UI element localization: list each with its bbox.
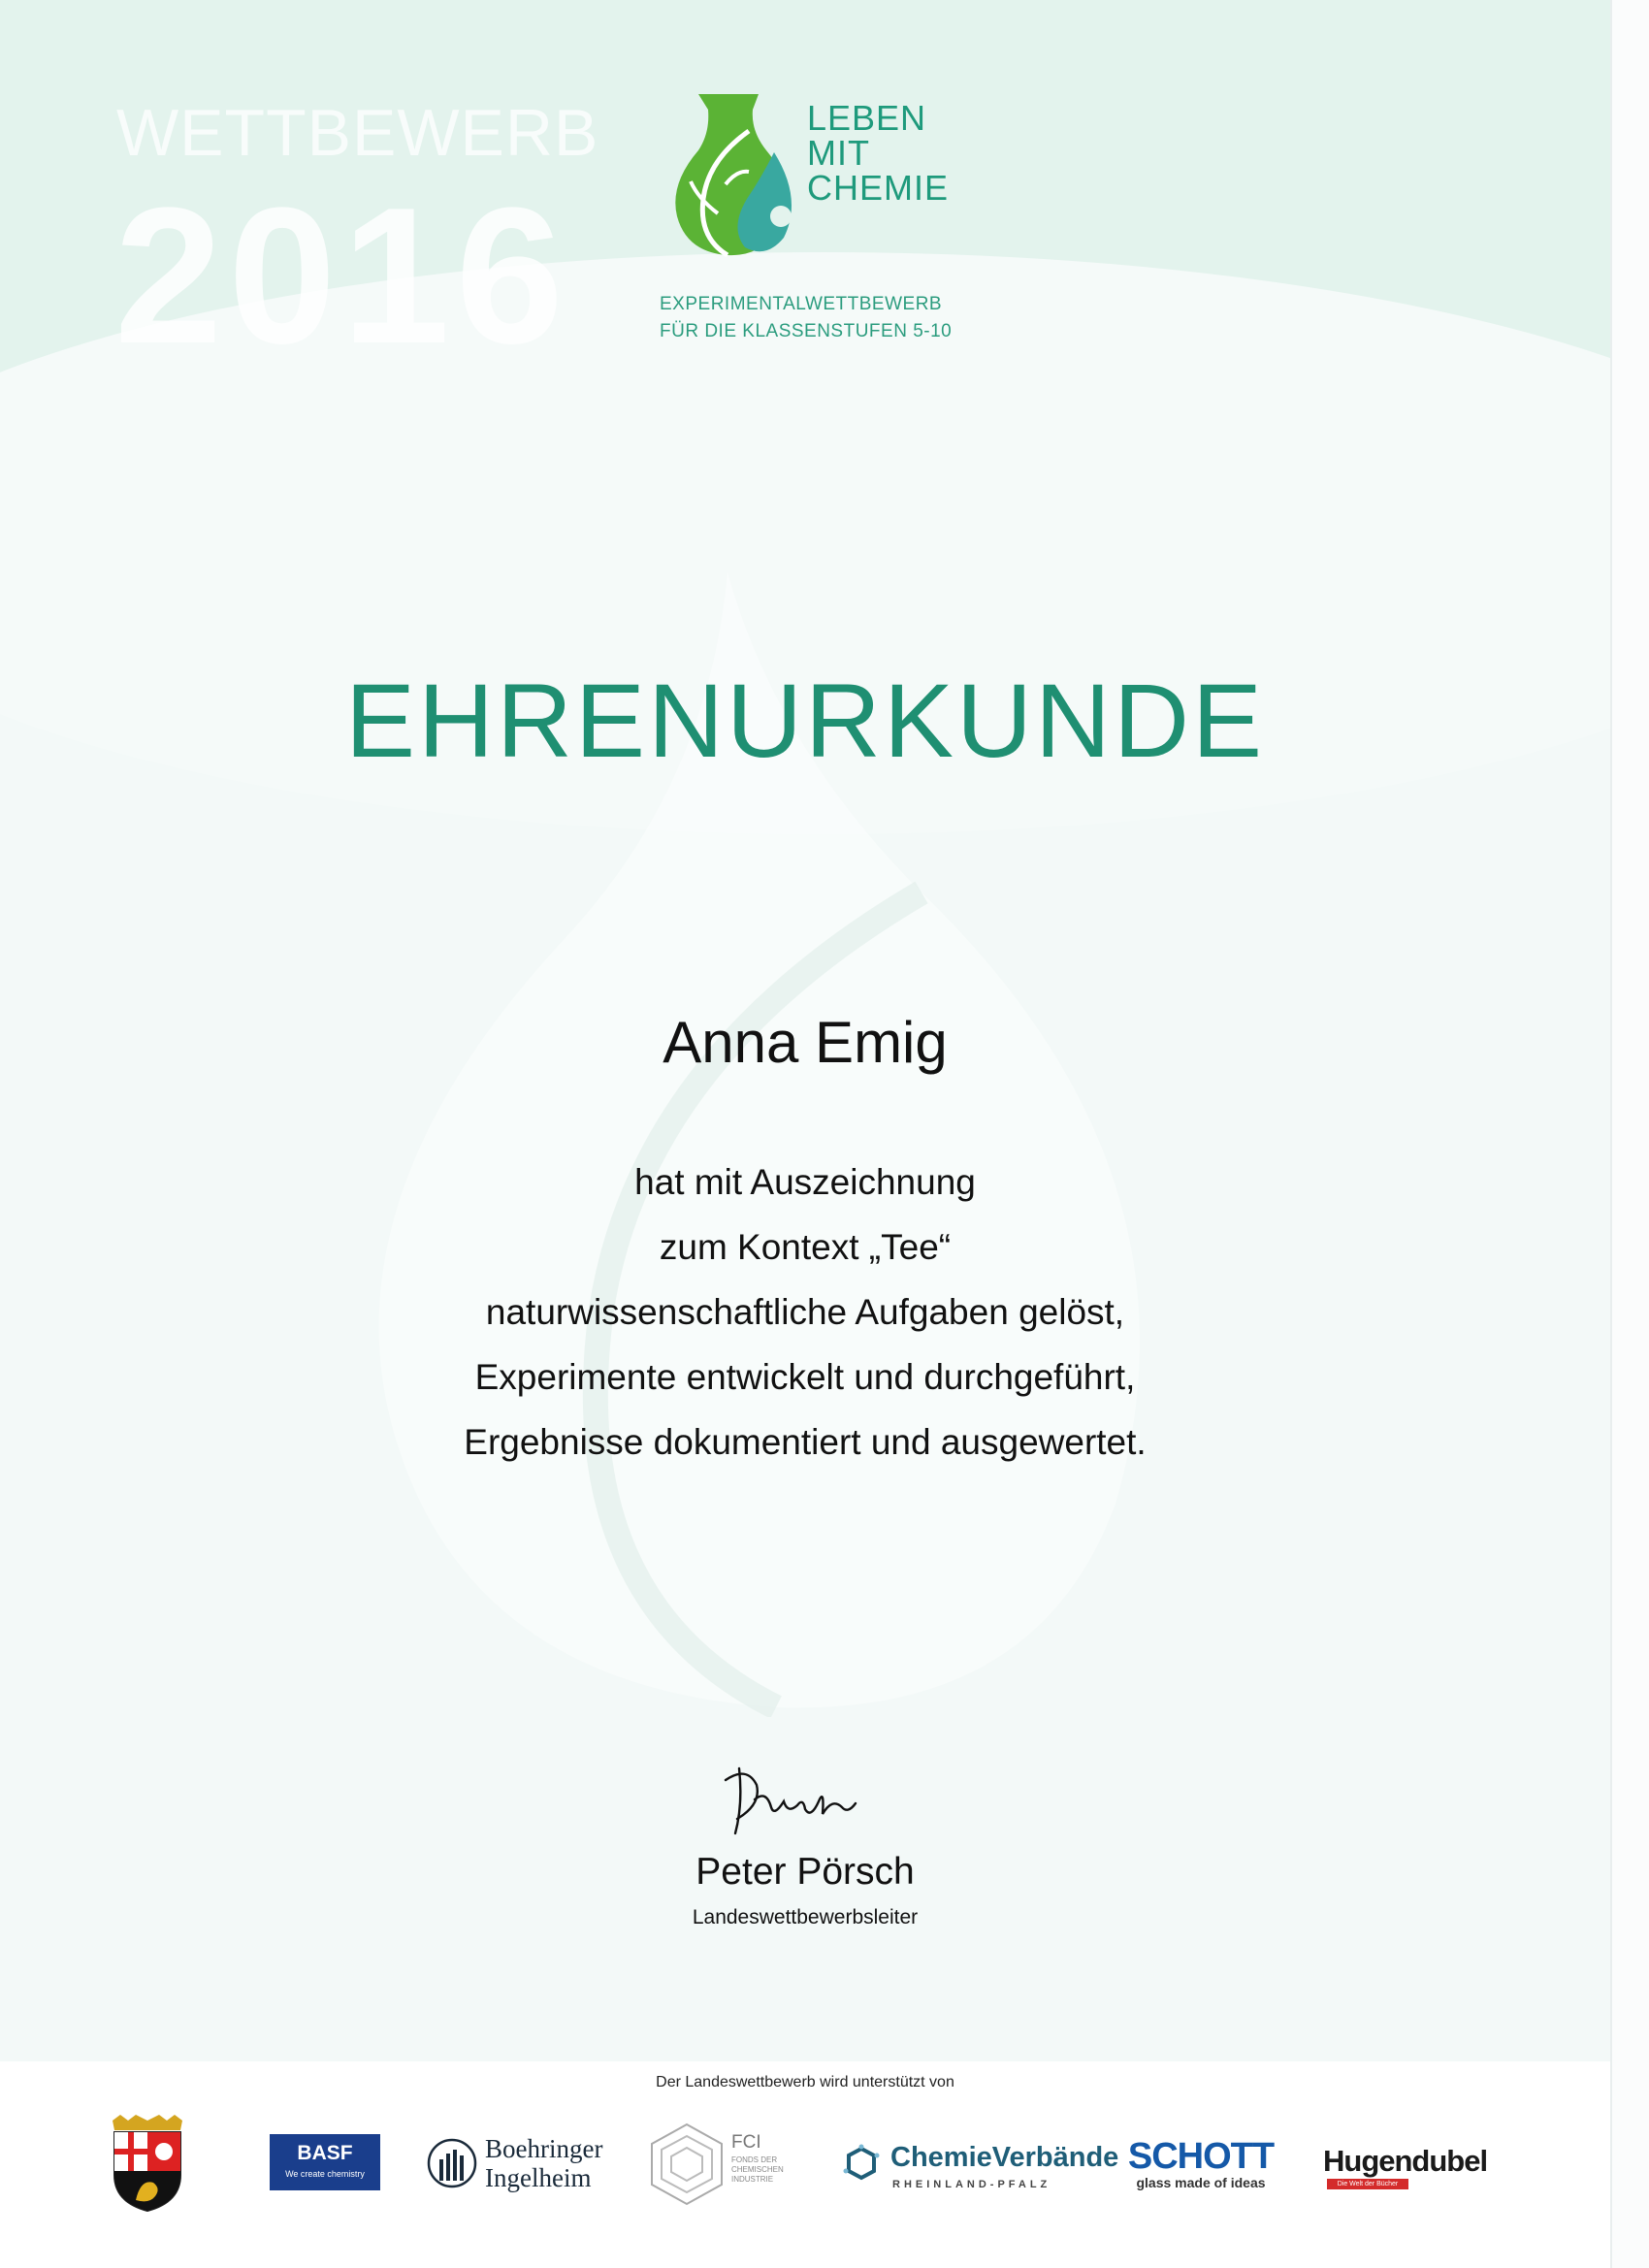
subtitle-line-2: FÜR DIE KLASSENSTUFEN 5-10 [660, 321, 953, 341]
schott-logo [1123, 2136, 1278, 2194]
hugendubel-logo [1323, 2144, 1490, 2192]
watermark-word: WETTBEWERB [116, 96, 599, 170]
hugendubel-tagline: Die Welt der Bücher [1327, 2179, 1408, 2189]
body-line: Ergebnisse dokumentiert und ausgewertet. [464, 1422, 1147, 1462]
fci-hexagon-icon [648, 2122, 726, 2206]
fci-subtext [731, 2155, 784, 2185]
leben-mit-chemie-logo-icon [669, 92, 805, 257]
scan-edge [1610, 0, 1649, 2268]
body-line: Experimente entwickelt und durchgeführt, [474, 1357, 1136, 1397]
boehringer-line-1: Boehringer [485, 2134, 603, 2163]
schott-name: SCHOTT [1127, 2136, 1275, 2177]
logo-line-3: CHEMIE [807, 168, 950, 208]
certificate-title: EHRENURKUNDE [344, 662, 1266, 779]
handwritten-signature [718, 1761, 863, 1838]
basf-name: BASF [297, 2142, 353, 2164]
logo-wordmark [807, 98, 950, 208]
fci-name: FCI [731, 2132, 761, 2153]
boehringer-name [485, 2134, 602, 2192]
rheinland-pfalz-crest-icon [107, 2115, 188, 2212]
schott-tagline: glass made of ideas [1136, 2175, 1266, 2190]
body-line: naturwissenschaftliche Aufgaben gelöst, [485, 1292, 1125, 1332]
fci-logo [648, 2122, 793, 2206]
boehringer-line-2: Ingelheim [485, 2163, 592, 2192]
logo-line-2: MIT [807, 133, 870, 173]
certificate-body [0, 1150, 1610, 1474]
hugendubel-name: Hugendubel [1323, 2144, 1488, 2178]
chemieverbaende-hexagon-icon [842, 2144, 881, 2183]
basf-logo [270, 2134, 380, 2190]
logo-line-1: LEBEN [807, 98, 927, 138]
body-line: hat mit Auszeichnung [634, 1162, 976, 1202]
boehringer-building-icon [427, 2138, 477, 2188]
boehringer-ingelheim-logo [427, 2132, 606, 2194]
chemieverbaende-name: ChemieVerbände [890, 2142, 1119, 2173]
signer-role: Landeswettbewerbsleiter [692, 1906, 919, 1928]
competition-subtitle [660, 291, 952, 345]
signer-name: Peter Pörsch [695, 1851, 915, 1893]
recipient-name: Anna Emig [663, 1010, 948, 1075]
fci-line-2: CHEMISCHEN [731, 2165, 784, 2174]
support-note: Der Landeswettbewerb wird unterstützt von [656, 2074, 954, 2090]
body-line: zum Kontext „Tee“ [659, 1227, 952, 1267]
chemieverbaende-logo [842, 2140, 1119, 2198]
watermark-year: 2016 [114, 168, 569, 384]
subtitle-line-1: EXPERIMENTALWETTBEWERB [660, 294, 943, 314]
fci-line-1: FONDS DER [731, 2155, 778, 2164]
fci-line-3: INDUSTRIE [731, 2175, 774, 2184]
basf-tagline: We create chemistry [285, 2169, 365, 2179]
chemieverbaende-region: RHEINLAND-PFALZ [892, 2179, 1051, 2190]
